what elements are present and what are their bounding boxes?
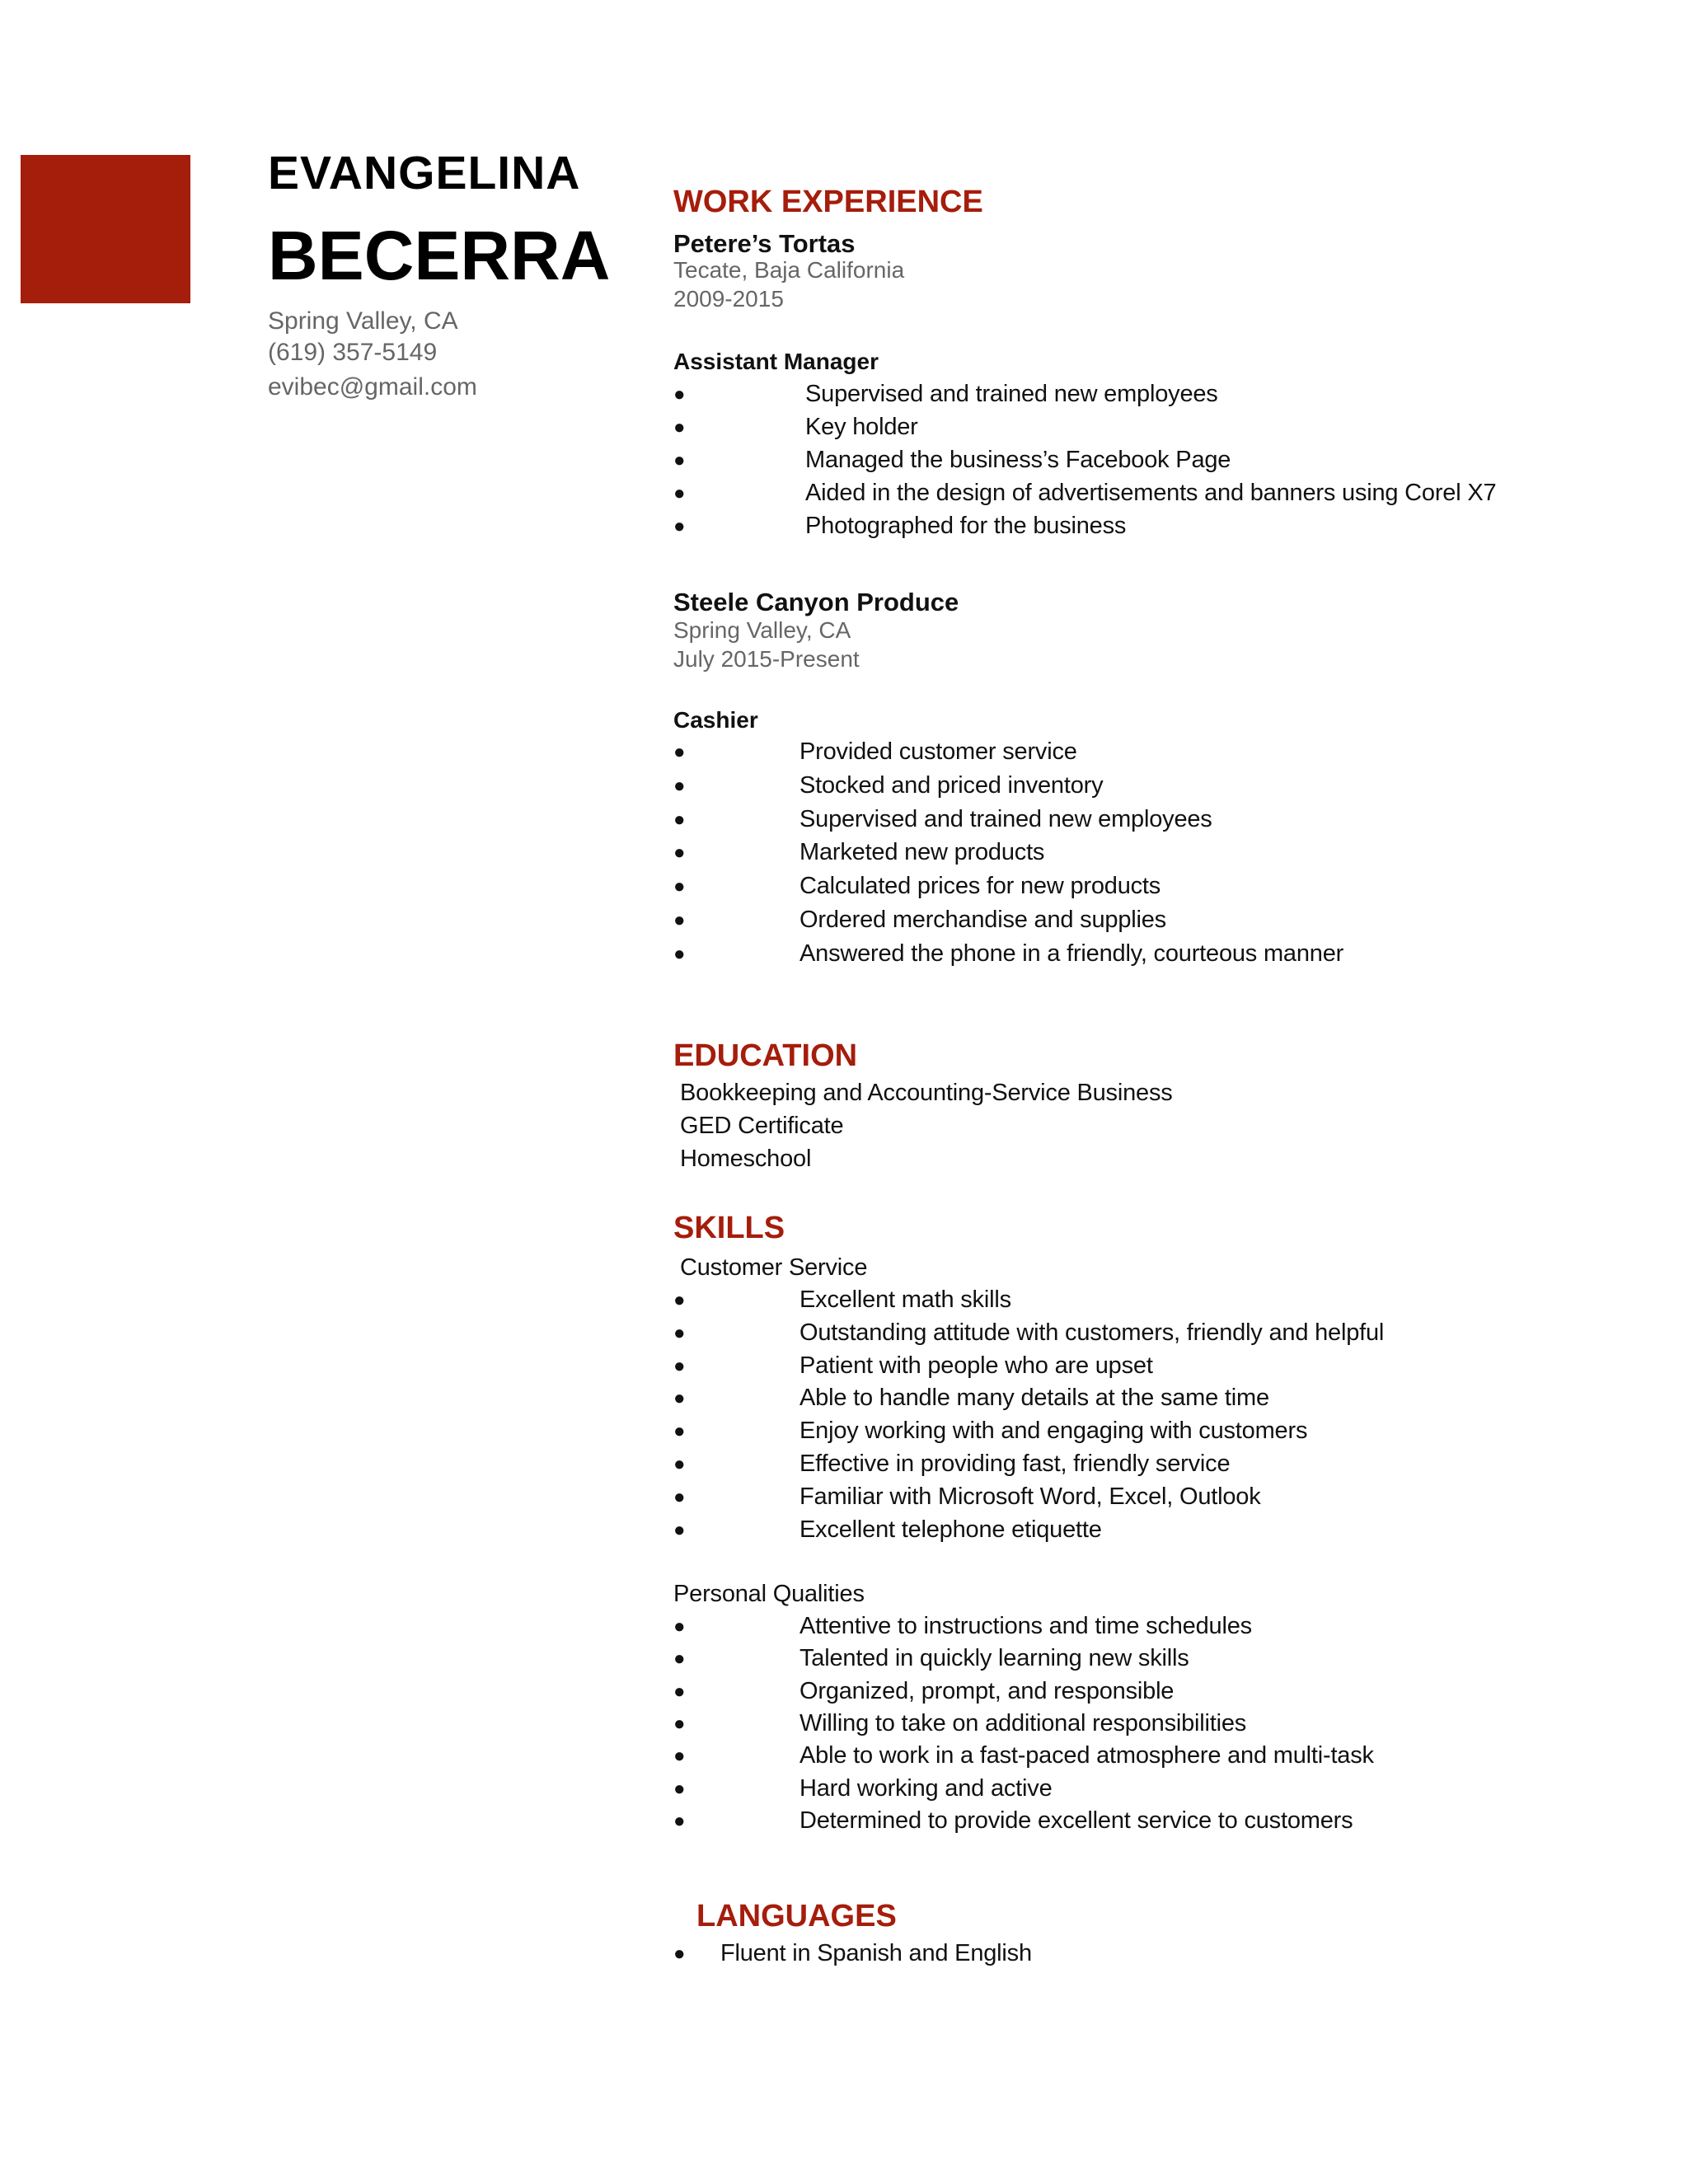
bullet-icon: ● [673, 383, 686, 405]
bullet-icon: ● [673, 1321, 686, 1344]
job-dates: July 2015-Present [673, 646, 860, 672]
languages-heading: LANGUAGES [696, 1899, 897, 1933]
language-item: Fluent in Spanish and English [720, 1940, 1032, 1966]
duty-item: Supervised and trained new employees [805, 381, 1218, 407]
contact-phone: (619) 357-5149 [268, 339, 438, 366]
bullet-icon: ● [673, 1615, 686, 1638]
bullet-icon: ● [673, 1809, 686, 1832]
job-title: Assistant Manager [673, 349, 879, 374]
skill-item: Effective in providing fast, friendly service [799, 1451, 1231, 1477]
customer-service-label: Customer Service [680, 1254, 868, 1281]
skill-item: Excellent telephone etiquette [799, 1516, 1102, 1543]
bullet-icon: ● [673, 774, 686, 797]
accent-block [21, 155, 190, 303]
duty-item: Photographed for the business [805, 513, 1127, 539]
job-company: Petere’s Tortas [673, 229, 856, 258]
bullet-icon: ● [673, 1647, 686, 1671]
job-company: Steele Canyon Produce [673, 588, 959, 616]
job-title: Cashier [673, 707, 758, 733]
education-heading: EDUCATION [673, 1038, 858, 1073]
quality-item: Determined to provide excellent service to customers [799, 1807, 1353, 1834]
duty-item: Managed the business’s Facebook Page [805, 447, 1231, 473]
bullet-icon: ● [673, 416, 686, 438]
bullet-icon: ● [673, 1387, 686, 1410]
duty-item: Ordered merchandise and supplies [799, 907, 1166, 933]
contact-email: evibec@gmail.com [268, 373, 477, 401]
duty-item: Marketed new products [799, 839, 1045, 866]
skills-heading: SKILLS [673, 1211, 785, 1245]
bullet-icon: ● [673, 515, 686, 537]
skill-item: Patient with people who are upset [799, 1352, 1153, 1379]
bullet-icon: ● [673, 1485, 686, 1508]
contact-location: Spring Valley, CA [268, 307, 458, 335]
bullet-icon: ● [673, 1777, 686, 1800]
work-experience-heading: WORK EXPERIENCE [673, 185, 983, 219]
job-location: Spring Valley, CA [673, 617, 851, 643]
bullet-icon: ● [673, 1420, 686, 1443]
personal-qualities-label: Personal Qualities [673, 1581, 865, 1607]
duty-item: Key holder [805, 414, 918, 440]
bullet-icon: ● [673, 741, 686, 763]
skill-item: Excellent math skills [799, 1286, 1011, 1313]
bullet-icon: ● [673, 875, 686, 898]
bullet-icon: ● [673, 449, 686, 471]
skill-item: Enjoy working with and engaging with customers [799, 1418, 1308, 1445]
last-name: BECERRA [268, 217, 611, 294]
quality-item: Able to work in a fast-paced atmosphere and multi-task [799, 1742, 1374, 1769]
quality-item: Willing to take on additional responsibilities [799, 1709, 1247, 1736]
bullet-icon: ● [673, 482, 686, 504]
skill-item: Outstanding attitude with customers, friendly and helpful [799, 1319, 1385, 1346]
bullet-icon: ● [673, 1712, 686, 1735]
quality-item: Hard working and active [799, 1774, 1053, 1802]
first-name: EVANGELINA [268, 147, 581, 199]
bullet-icon: ● [673, 1289, 686, 1311]
bullet-icon: ● [673, 1745, 686, 1768]
bullet-icon: ● [673, 1453, 686, 1475]
skill-item: Able to handle many details at the same time [799, 1385, 1269, 1412]
quality-item: Talented in quickly learning new skills [799, 1645, 1189, 1672]
skill-item: Familiar with Microsoft Word, Excel, Outlook [799, 1483, 1261, 1510]
education-item: GED Certificate [680, 1113, 844, 1139]
education-item: Homeschool [680, 1146, 812, 1172]
job-dates: 2009-2015 [673, 286, 784, 312]
bullet-icon: ● [673, 1354, 686, 1377]
duty-item: Supervised and trained new employees [799, 805, 1212, 832]
duty-item: Answered the phone in a friendly, courteous manner [799, 940, 1344, 967]
bullet-icon: ● [673, 808, 686, 831]
duty-item: Calculated prices for new products [799, 873, 1161, 900]
education-item: Bookkeeping and Accounting-Service Business [680, 1080, 1173, 1106]
duty-item: Stocked and priced inventory [799, 771, 1104, 799]
bullet-icon: ● [673, 841, 686, 865]
quality-item: Attentive to instructions and time schedules [799, 1613, 1252, 1639]
bullet-icon: ● [673, 1518, 686, 1541]
duty-item: Aided in the design of advertisements and banners using Corel X7 [805, 480, 1497, 506]
bullet-icon: ● [673, 942, 686, 965]
bullet-icon: ● [673, 1680, 686, 1703]
duty-item: Provided customer service [799, 738, 1077, 765]
job-location: Tecate, Baja California [673, 257, 905, 283]
bullet-icon: ● [673, 909, 686, 931]
bullet-icon: ● [673, 1943, 686, 1965]
quality-item: Organized, prompt, and responsible [799, 1677, 1175, 1704]
